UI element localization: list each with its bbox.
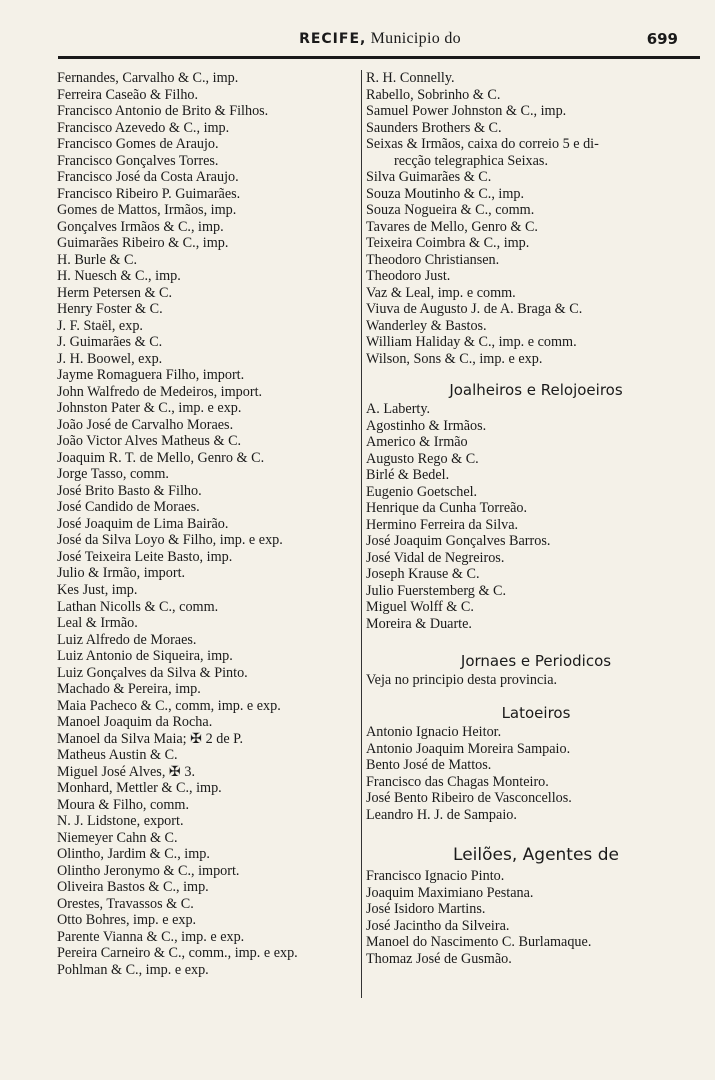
list-item: J. Guimarães & C. [57, 334, 163, 351]
list-item: Matheus Austin & C. [57, 747, 178, 764]
list-item: Jorge Tasso, comm. [57, 466, 169, 483]
list-item: Fernandes, Carvalho & C., imp. [57, 70, 239, 86]
section-heading-newspapers: Jornaes e Periodicos [460, 651, 612, 670]
list-item: Francisco Gonçalves Torres. [57, 152, 219, 169]
list-item: A. Laberty. [366, 401, 431, 418]
list-item: Luiz Antonio de Siqueira, imp. [57, 648, 233, 665]
list-item: Pohlman & C., imp. e exp. [57, 961, 209, 978]
list-item: Miguel José Alves, ✠ 3. [57, 763, 195, 780]
list-item: José Bento Ribeiro de Vasconcellos. [366, 790, 572, 807]
list-item: Saunders Brothers & C. [366, 119, 502, 136]
list-item: Silva Guimarães & C. [366, 169, 492, 186]
list-item: Joaquim R. T. de Mello, Genro & C. [57, 449, 265, 466]
list-item: Hermino Ferreira da Silva. [366, 516, 519, 533]
list-item: Joseph Krause & C. [366, 566, 480, 583]
list-item: José Brito Basto & Filho. [57, 482, 202, 499]
list-item: Moreira & Duarte. [366, 615, 472, 632]
list-item: Johnston Pater & C., imp. e exp. [57, 400, 242, 417]
list-item: William Haliday & C., imp. e comm. [366, 334, 577, 351]
list-item: Rabello, Sobrinho & C. [366, 86, 501, 103]
list-item: José Joaquim Gonçalves Barros. [366, 533, 551, 550]
header-rule [58, 56, 700, 59]
list-item: Monhard, Mettler & C., imp. [57, 780, 222, 797]
list-item: Viuva de Augusto J. de A. Braga & C. [366, 301, 583, 318]
list-item: Kes Just, imp. [57, 581, 138, 598]
list-item: Moura & Filho, comm. [57, 796, 190, 813]
list-item: Seixas & Irmãos, caixa do correio 5 e di- [366, 136, 599, 153]
list-item: Francisco Ignacio Pinto. [366, 868, 505, 885]
running-title [60, 30, 700, 48]
list-item: Gonçalves Irmãos & C., imp. [57, 218, 224, 235]
list-item: Souza Nogueira & C., comm. [366, 202, 535, 219]
title-rest: Municipio do [370, 30, 461, 47]
list-item: Pereira Carneiro & C., comm., imp. e exp. [57, 945, 298, 962]
section-heading-auctions: Leilões, Agentes de [453, 845, 619, 866]
list-item: H. Nuesch & C., imp. [57, 268, 181, 285]
list-item: José Joaquim de Lima Bairão. [57, 515, 229, 532]
list-item: Thomaz José de Gusmão. [366, 950, 512, 967]
list-item: Miguel Wolff & C. [366, 599, 474, 616]
list-item: Antonio Ignacio Heitor. [366, 724, 502, 741]
list-item: Parente Vianna & C., imp. e exp. [57, 928, 245, 945]
list-item: Machado & Pereira, imp. [57, 681, 201, 698]
section-heading-jewelers: Joalheiros e Relojoeiros [449, 381, 623, 400]
list-item: J. F. Staël, exp. [57, 317, 143, 334]
list-item: Niemeyer Cahn & C. [57, 829, 178, 846]
list-item: Francisco Gomes de Araujo. [57, 136, 219, 153]
list-item: Guimarães Ribeiro & C., imp. [57, 235, 229, 252]
list-item: Wilson, Sons & C., imp. e exp. [366, 350, 543, 367]
list-item: Birlé & Bedel. [366, 467, 450, 484]
list-item: José Vidal de Negreiros. [366, 549, 505, 566]
column-divider [361, 70, 362, 998]
list-item: Teixeira Coimbra & C., imp. [366, 235, 530, 252]
list-item: José Jacintho da Silveira. [366, 917, 510, 934]
list-item: Manoel da Silva Maia; ✠ 2 de P. [57, 730, 244, 747]
list-item: Francisco Azevedo & C., imp. [57, 119, 230, 136]
list-item: Leandro H. J. de Sampaio. [366, 806, 517, 823]
list-item: Antonio Joaquim Moreira Sampaio. [366, 740, 571, 757]
list-item: Lathan Nicolls & C., comm. [57, 598, 219, 615]
list-item: Souza Moutinho & C., imp. [366, 185, 525, 202]
list-item: John Walfredo de Medeiros, import. [57, 383, 263, 400]
right-column [366, 70, 706, 967]
list-item: Manoel Joaquim da Rocha. [57, 714, 213, 731]
list-item: Ferreira Caseão & Filho. [57, 86, 199, 103]
list-item: Otto Bohres, imp. e exp. [57, 912, 197, 929]
list-item: Manoel do Nascimento C. Burlamaque. [366, 934, 592, 951]
list-item: Henrique da Cunha Torreão. [366, 500, 528, 517]
list-item: Gomes de Mattos, Irmãos, imp. [57, 202, 237, 219]
list-item: Julio Fuerstemberg & C. [366, 582, 507, 599]
list-item: Tavares de Mello, Genro & C. [366, 218, 538, 235]
city-name: RECIFE, [299, 31, 367, 47]
list-item: José Teixeira Leite Basto, imp. [57, 548, 233, 565]
list-item: Francisco Antonio de Brito & Filhos. [57, 103, 269, 120]
section-heading-tinsmiths: Latoeiros [501, 704, 571, 723]
list-item: Francisco José da Costa Araujo. [57, 169, 239, 186]
list-item: Vaz & Leal, imp. e comm. [366, 284, 516, 301]
list-item: Julio & Irmão, import. [57, 565, 186, 582]
list-item-continuation: recção telegraphica Seixas. [394, 152, 549, 169]
list-item: Oliveira Bastos & C., imp. [57, 879, 209, 896]
list-item: Leal & Irmão. [57, 615, 138, 632]
list-item: João José de Carvalho Moraes. [57, 416, 234, 433]
list-item: H. Burle & C. [57, 251, 137, 268]
list-item: José Candido de Moraes. [57, 499, 200, 516]
list-item: Orestes, Travassos & C. [57, 895, 194, 912]
list-item: Samuel Power Johnston & C., imp. [366, 103, 567, 120]
list-item: Olintho, Jardim & C., imp. [57, 846, 210, 863]
list-item: Augusto Rego & C. [366, 450, 479, 467]
list-item: Henry Foster & C. [57, 301, 163, 318]
list-item: N. J. Lidstone, export. [57, 813, 184, 830]
page-number: 699 [646, 30, 678, 48]
list-item: Herm Petersen & C. [57, 284, 173, 301]
list-item: José Isidoro Martins. [366, 901, 486, 918]
list-item: J. H. Boowel, exp. [57, 350, 163, 367]
list-item: Eugenio Goetschel. [366, 483, 478, 500]
list-item: José da Silva Loyo & Filho, imp. e exp. [57, 532, 283, 549]
page-header [60, 30, 700, 52]
list-item: Wanderley & Bastos. [366, 317, 487, 334]
list-item: Luiz Gonçalves da Silva & Pinto. [57, 664, 248, 681]
list-item: Veja no principio desta provincia. [366, 671, 558, 688]
list-item: Olintho Jeronymo & C., import. [57, 862, 240, 879]
list-item: Francisco das Chagas Monteiro. [366, 773, 549, 790]
list-item: Theodoro Christiansen. [366, 251, 500, 268]
list-item: Americo & Irmão [366, 434, 468, 451]
list-item: Agostinho & Irmãos. [366, 417, 487, 434]
list-item: Joaquim Maximiano Pestana. [366, 884, 534, 901]
list-item: Jayme Romaguera Filho, import. [57, 367, 245, 384]
list-item: Theodoro Just. [366, 268, 451, 285]
list-item: Maia Pacheco & C., comm, imp. e exp. [57, 697, 281, 714]
list-item: Francisco Ribeiro P. Guimarães. [57, 185, 241, 202]
list-item: Bento José de Mattos. [366, 757, 492, 774]
list-item: João Victor Alves Matheus & C. [57, 433, 242, 450]
list-item: Luiz Alfredo de Moraes. [57, 631, 197, 648]
list-item: R. H. Connelly. [366, 70, 455, 86]
left-column [57, 70, 360, 978]
